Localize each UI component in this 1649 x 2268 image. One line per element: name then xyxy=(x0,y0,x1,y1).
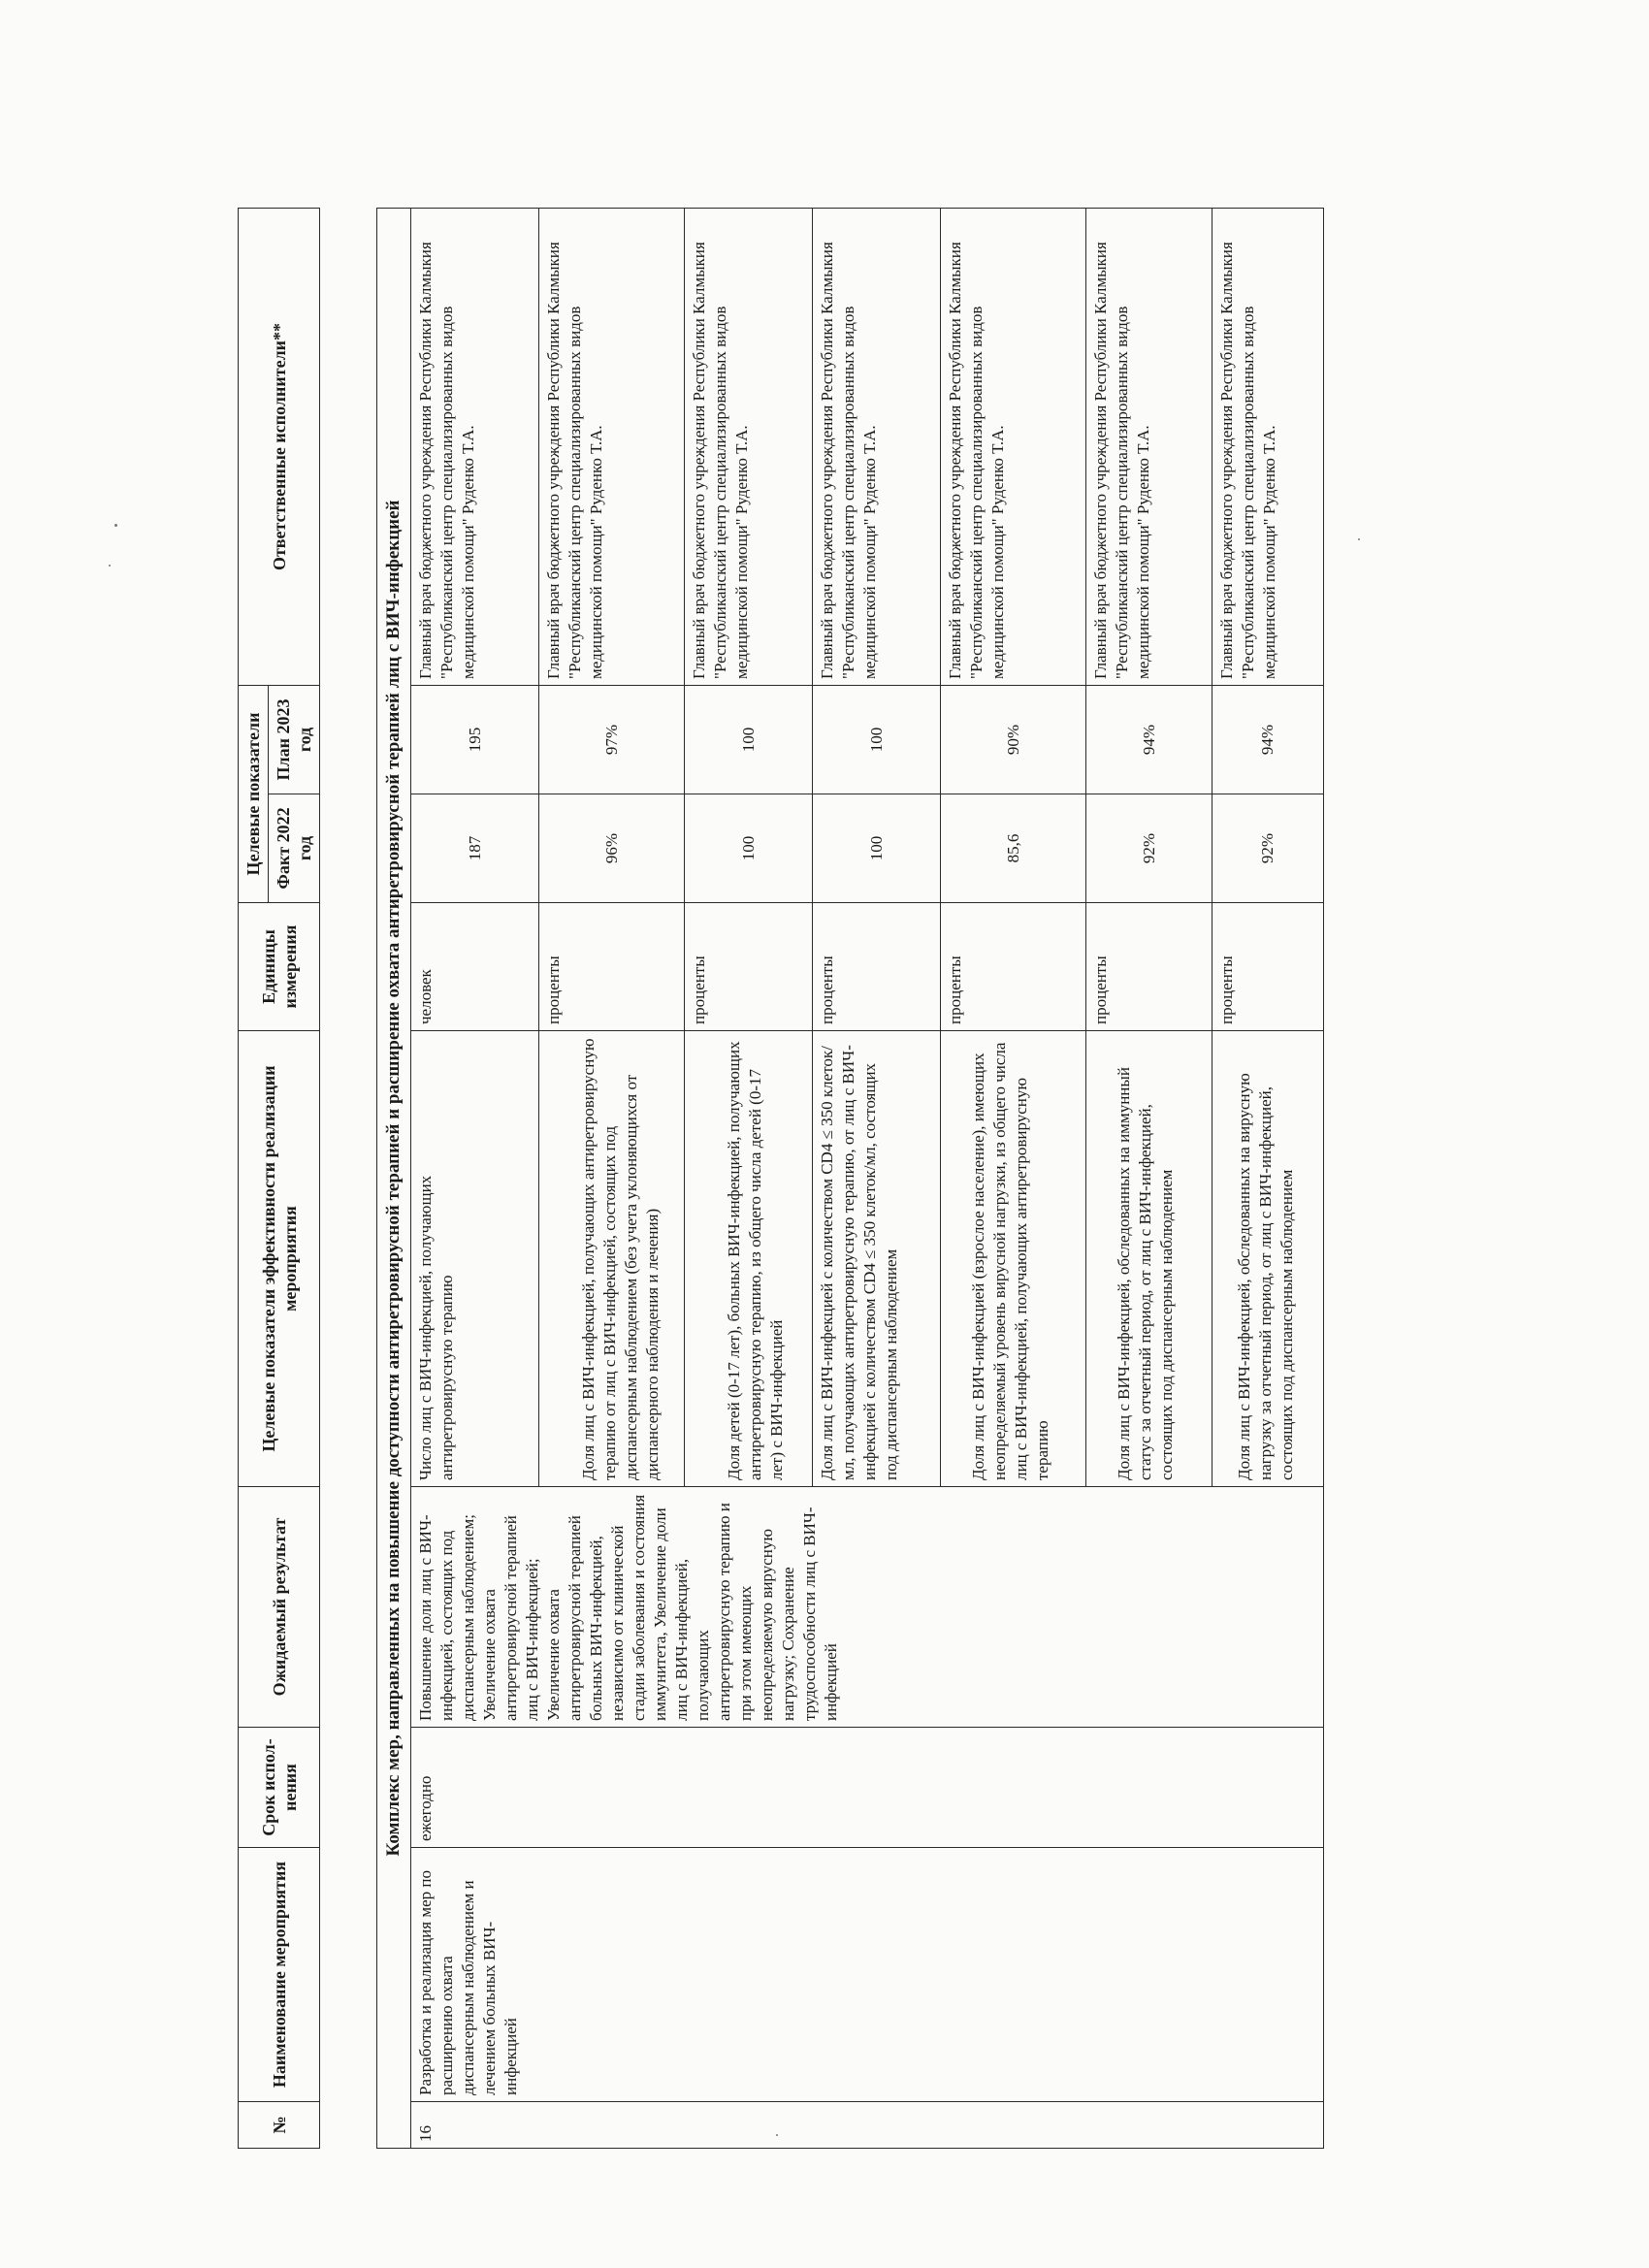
indicator-text: Доля лиц с ВИЧ-инфекцией, получающих антиретровирусную терапию от лиц с ВИЧ-инфекцией, состоящих под диспансерным наблюдением (без учета уклоняющихся от диспансерного наблюдения и лечения) xyxy=(539,1031,685,1487)
header-row-1 xyxy=(239,208,269,2148)
row-num: 16 xyxy=(411,2102,1324,2149)
indicator-fact: 100 xyxy=(685,794,813,903)
indicator-text: Доля лиц с ВИЧ-инфекцией (взрослое население), имеющих неопределяемый уровень вирусной нагрузки, из общего числа лиц с ВИЧ-инфекцией, получающих антиретровирусную терапию xyxy=(941,1031,1086,1487)
section-row xyxy=(377,208,411,2148)
section-title: Комплекс мер, направленных на повышение доступности антиретровирусной терапией и расширение охвата антиретровирусной терапией лиц с ВИЧ-инфекцией xyxy=(377,208,411,2148)
indicator-executor: Главный врач бюджетного учреждения Республики Калмыкия "Республиканский центр специализированных видов медицинской помощи" Руденко Т.А. xyxy=(941,208,1086,685)
indicator-fact: 100 xyxy=(813,794,941,903)
indicator-unit: человек xyxy=(411,903,539,1031)
indicator-text: Доля лиц с ВИЧ-инфекцией, обследованных на иммунный статус за отчетный период, от лиц с ВИЧ-инфекцией, состоящих под диспансерным наблюдением xyxy=(1086,1031,1212,1487)
row-name: Разработка и реализация мер по расширению охвата диспансерным наблюдением и лечением больных ВИЧ-инфекцией xyxy=(411,1848,1324,2102)
header-result: Ожидаемый результат xyxy=(239,1487,320,1728)
indicator-unit: проценты xyxy=(685,903,813,1031)
indicator-plan: 100 xyxy=(813,685,941,794)
table-row xyxy=(411,208,539,2148)
header-name: Наименование мероприятия xyxy=(239,1848,320,2102)
row-result: Повышение доли лиц с ВИЧ-инфекцией, состоящих под диспансерным наблюдением; Увеличение охвата антиретровирусной терапией лиц с ВИЧ-инфекцией; Увеличение охвата антиретровирусной терапией больных ВИЧ-инфекцией, независимо от клинической стадии заболевания и состояния иммунитета, Увеличение доли лиц с ВИЧ-инфекцией, получающих антиретровирусную терапию и при этом имеющих неопределяемую вирусную нагрузку; Сохранение трудоспособности лиц с ВИЧ-инфекцией xyxy=(411,1487,1324,1728)
header-num: № xyxy=(239,2102,320,2149)
indicator-fact: 96% xyxy=(539,794,685,903)
indicator-executor: Главный врач бюджетного учреждения Республики Калмыкия "Республиканский центр специализированных видов медицинской помощи" Руденко Т.А. xyxy=(1086,208,1212,685)
indicator-executor: Главный врач бюджетного учреждения Республики Калмыкия "Республиканский центр специализированных видов медицинской помощи" Руденко Т.А. xyxy=(813,208,941,685)
indicator-text: Доля лиц с ВИЧ-инфекцией, обследованных на вирусную нагрузку за отчетный период, от лиц с ВИЧ-инфекцией, состоящих под диспансерным наблюдением xyxy=(1212,1031,1324,1487)
indicator-unit: проценты xyxy=(1086,903,1212,1031)
indicator-executor: Главный врач бюджетного учреждения Республики Калмыкия "Республиканский центр специализированных видов медицинской помощи" Руденко Т.А. xyxy=(685,208,813,685)
indicator-plan: 90% xyxy=(941,685,1086,794)
header-gap xyxy=(320,208,377,2148)
indicator-executor: Главный врач бюджетного учреждения Республики Калмыкия "Республиканский центр специализированных видов медицинской помощи" Руденко Т.А. xyxy=(1212,208,1324,685)
indicator-unit: проценты xyxy=(813,903,941,1031)
indicator-fact: 92% xyxy=(1086,794,1212,903)
indicator-text: Доля лиц с ВИЧ-инфекцией с количеством CD4 ≤ 350 клеток/мл, получающих антиретровирусную терапию, от лиц с ВИЧ-инфекцией с количеством CD4 ≤ 350 клеток/мл, состоящих под диспансерным наблюдением xyxy=(813,1031,941,1487)
indicator-plan: 100 xyxy=(685,685,813,794)
header-units: Единицы измерения xyxy=(239,903,320,1031)
scan-speck xyxy=(109,565,111,567)
measures-table xyxy=(238,208,1324,2149)
indicator-text: Доля детей (0-17 лет), больных ВИЧ-инфекцией, получающих антиретровирусную терапию, из общего числа детей (0-17 лет) с ВИЧ-инфекцией xyxy=(685,1031,813,1487)
indicator-executor: Главный врач бюджетного учреждения Республики Калмыкия "Республиканский центр специализированных видов медицинской помощи" Руденко Т.А. xyxy=(539,208,685,685)
indicator-fact: 187 xyxy=(411,794,539,903)
header-plan: План 2023 год xyxy=(269,685,320,794)
scan-speck xyxy=(1358,538,1360,540)
table-gap xyxy=(320,208,377,2148)
row-term: ежегодно xyxy=(411,1728,1324,1848)
header-targets: Целевые показатели xyxy=(239,685,269,902)
indicator-plan: 97% xyxy=(539,685,685,794)
scan-speck xyxy=(114,524,117,527)
indicator-text: Число лиц с ВИЧ-инфекцией, получающих антиретровирусную терапию xyxy=(411,1031,539,1487)
indicator-executor: Главный врач бюджетного учреждения Республики Калмыкия "Республиканский центр специализированных видов медицинской помощи" Руденко Т.А. xyxy=(411,208,539,685)
indicator-plan: 94% xyxy=(1086,685,1212,794)
indicator-fact: 92% xyxy=(1212,794,1324,903)
header-term: Срок испол-нения xyxy=(239,1728,320,1848)
indicator-unit: проценты xyxy=(539,903,685,1031)
indicator-unit: проценты xyxy=(941,903,1086,1031)
indicator-plan: 195 xyxy=(411,685,539,794)
header-indicators: Целевые показатели эффективности реализации мероприятия xyxy=(239,1031,320,1487)
rotated-table-page xyxy=(238,209,1460,2149)
indicator-plan: 94% xyxy=(1212,685,1324,794)
header-fact: Факт 2022 год xyxy=(269,794,320,903)
indicator-unit: проценты xyxy=(1212,903,1324,1031)
indicator-fact: 85,6 xyxy=(941,794,1086,903)
scan-speck xyxy=(776,2134,778,2136)
header-executors: Ответственные исполнители** xyxy=(239,208,320,685)
